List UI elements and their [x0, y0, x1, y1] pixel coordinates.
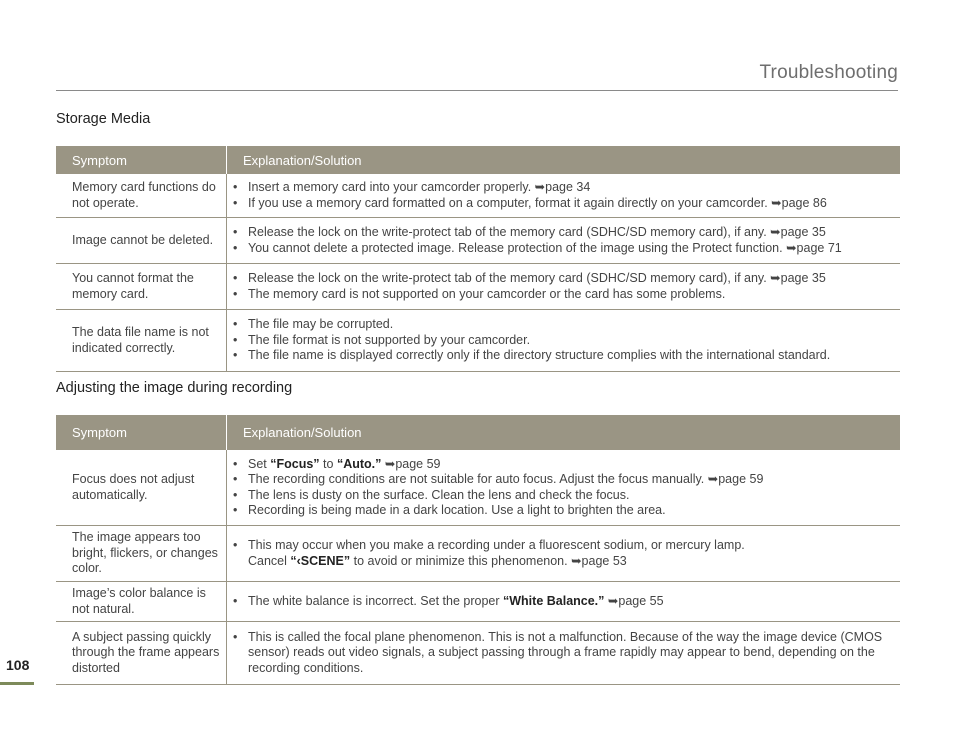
table-row — [56, 218, 900, 264]
column-header-symptom: Symptom — [56, 146, 227, 174]
solution-item — [233, 457, 900, 473]
symptom-cell: Memory card functions do not operate. — [56, 174, 227, 217]
column-header-solution: Explanation/Solution — [243, 425, 362, 440]
solution-item: • Release the lock on the write-protect tab of the memory card (SDHC/SD memory card), if any. ➥page 35 — [233, 225, 900, 241]
page-ref: ➥page 55 — [604, 593, 664, 608]
symptom-cell: Image’s color balance is not natural. — [56, 582, 227, 621]
solution-cell — [227, 310, 900, 371]
solution-cell — [227, 218, 900, 263]
table-row — [56, 526, 900, 582]
symptom-cell: Focus does not adjust automatically. — [56, 450, 227, 525]
page-number-bar — [0, 682, 34, 685]
focus-setting-label: “Focus” — [270, 456, 320, 471]
table-row — [56, 622, 900, 685]
solution-text: to — [319, 456, 337, 471]
solution-item: • This is called the focal plane phenomenon. This is not a malfunction. Because of the way the image device (CMOS sensor) reads out video signals, a subject passing through a frame rapidly may appear to bend, depending on the recording conditions. — [233, 630, 900, 677]
section-heading-storage-media: Storage Media — [56, 111, 151, 127]
symptom-cell: The data file name is not indicated correctly. — [56, 310, 227, 371]
solution-cell — [227, 174, 900, 217]
solution-item — [233, 538, 900, 569]
symptom-cell: The image appears too bright, flickers, or changes color. — [56, 526, 227, 581]
page-ref: ➥page 59 — [381, 456, 441, 471]
table-header — [56, 415, 900, 450]
table-row — [56, 582, 900, 622]
solution-item: • The lens is dusty on the surface. Clean the lens and check the focus. — [233, 488, 900, 504]
solution-text: The white balance is incorrect. Set the proper — [248, 593, 503, 608]
column-header-symptom: Symptom — [56, 415, 227, 450]
symptom-cell: A subject passing quickly through the frame appears distorted — [56, 622, 227, 684]
solution-cell — [227, 526, 900, 581]
solution-cell — [227, 264, 900, 309]
page-title: Troubleshooting — [759, 62, 898, 83]
solution-text: This may occur when you make a recording under a fluorescent sodium, or mercury lamp. — [248, 538, 745, 552]
table-row — [56, 264, 900, 310]
column-header-solution: Explanation/Solution — [243, 152, 362, 168]
solution-item: • The file name is displayed correctly only if the directory structure complies with the international standard. — [233, 348, 900, 364]
solution-cell — [227, 582, 900, 621]
solution-text: Set — [248, 456, 271, 471]
table-row — [56, 450, 900, 526]
solution-text: to avoid or minimize this phenomenon. ➥page 53 — [350, 553, 627, 568]
symptom-cell: Image cannot be deleted. — [56, 218, 227, 263]
white-balance-label: “White Balance.” — [503, 593, 605, 608]
solution-item — [233, 594, 900, 610]
solution-item: • The file may be corrupted. — [233, 317, 900, 333]
solution-cell — [227, 622, 900, 684]
table-row — [56, 174, 900, 218]
storage-media-table — [56, 146, 900, 372]
symptom-cell: You cannot format the memory card. — [56, 264, 227, 309]
solution-item: • Recording is being made in a dark location. Use a light to brighten the area. — [233, 503, 900, 519]
page-number: 108 — [6, 657, 30, 673]
solution-cell — [227, 450, 900, 525]
solution-item: • Insert a memory card into your camcorder properly. ➥page 34 — [233, 180, 900, 196]
solution-item: • If you use a memory card formatted on a computer, format it again directly on your camcorder. ➥page 86 — [233, 196, 900, 212]
solution-item: • The recording conditions are not suitable for auto focus. Adjust the focus manually. ➥page 59 — [233, 472, 900, 488]
solution-item: • The memory card is not supported on your camcorder or the card has some problems. — [233, 287, 900, 303]
adjusting-image-table — [56, 415, 900, 685]
solution-item: • The file format is not supported by your camcorder. — [233, 333, 900, 349]
table-row — [56, 310, 900, 372]
solution-item: • You cannot delete a protected image. Release protection of the image using the Protect function. ➥page 71 — [233, 241, 900, 257]
auto-setting-label: “Auto.” — [336, 456, 382, 471]
solution-text: Cancel — [248, 553, 291, 568]
scene-setting-label: “‹SCENE” — [290, 553, 351, 568]
solution-item: • Release the lock on the write-protect tab of the memory card (SDHC/SD memory card), if any. ➥page 35 — [233, 271, 900, 287]
table-header — [56, 146, 900, 174]
section-heading-adjusting-image: Adjusting the image during recording — [56, 380, 293, 396]
title-divider — [56, 90, 898, 91]
